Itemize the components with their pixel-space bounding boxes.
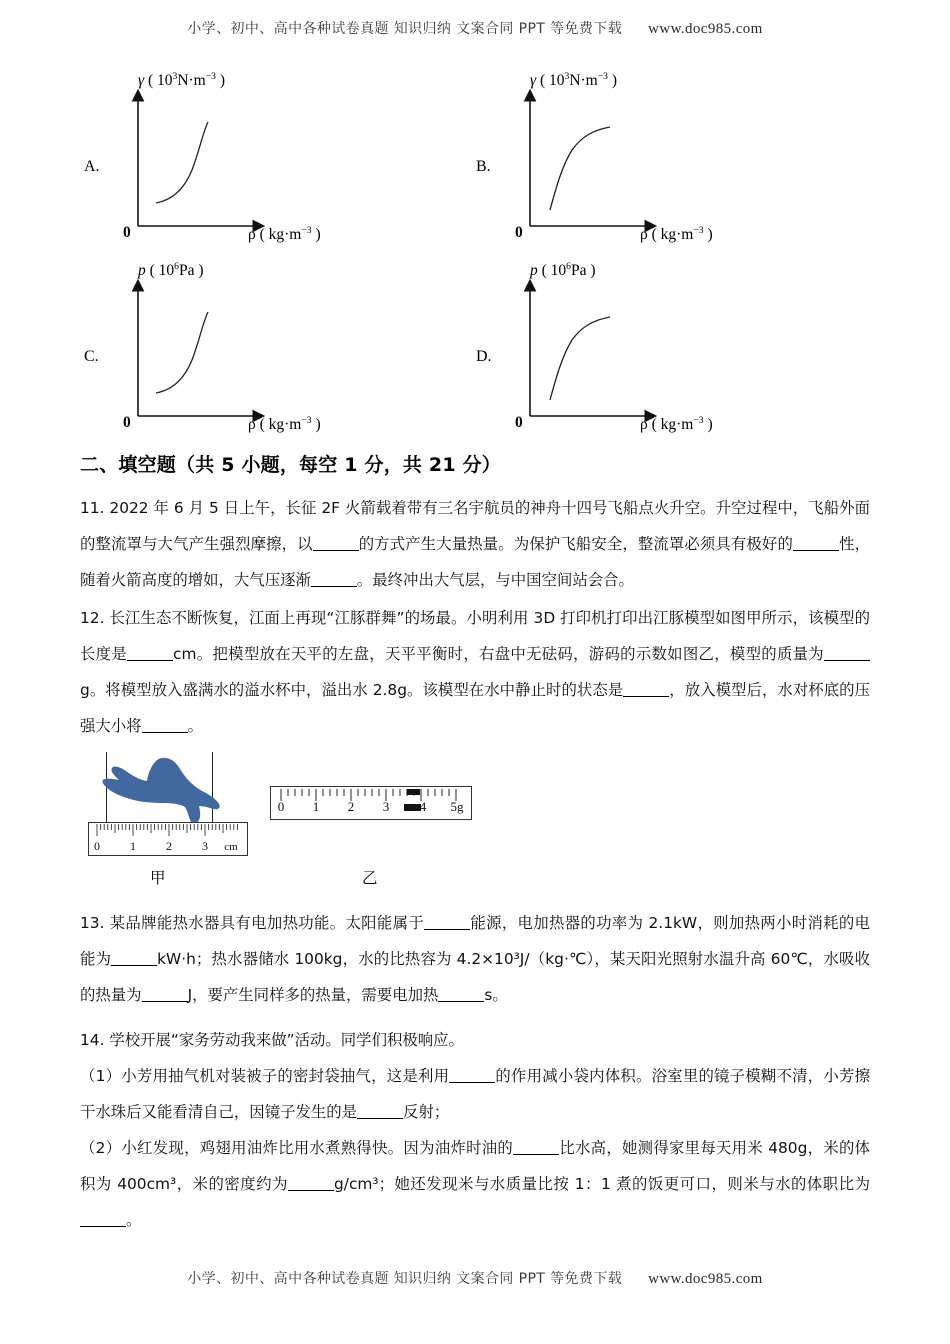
figure-jia-label: 甲 — [150, 869, 166, 887]
q12-part3: g。将模型放入盛满水的溢水杯中，溢出水 2.8g。该模型在水中静止时的状态是 — [80, 681, 624, 699]
q13-part5: s。 — [484, 986, 508, 1004]
dolphin-silhouette — [100, 754, 225, 830]
q13-blank-3[interactable] — [142, 986, 188, 1002]
dolphin-body — [102, 758, 219, 824]
header-watermark-url: www.doc985.com — [648, 21, 763, 37]
balance-scale-numbers — [278, 799, 464, 814]
option-a-letter: A. — [84, 158, 100, 175]
svg-text:0: 0 — [94, 839, 100, 853]
option-a-origin: 0 — [123, 224, 131, 241]
option-b-letter: B. — [476, 158, 491, 175]
option-d-letter: D. — [476, 348, 492, 365]
q13-part2: 能源，电加热器的功率为 2.1kW，则加热两小时消耗的电能为 — [80, 914, 871, 968]
q12-part4: ，放入模型后，水对杯底的压强大小将 — [80, 681, 870, 735]
q14-2-part1: （2）小红发现，鸡翅用油炸比用水煮熟得快。因为油炸时油的 — [80, 1139, 514, 1157]
option-b-ylabel: γ ( $10^3N\cdot m^{-3}$ ) — [530, 70, 618, 89]
q11-part4: 。最终冲出大气层，与中国空间站会合。 — [356, 571, 634, 589]
q12-blank-1[interactable] — [127, 645, 173, 661]
q11-blank-3[interactable] — [311, 571, 357, 587]
q14-1-part3: 反射； — [403, 1103, 450, 1121]
q12-blank-2[interactable] — [824, 645, 870, 661]
q13-part1: 13. 某品牌能热水器具有电加热功能。太阳能属于 — [80, 914, 425, 932]
svg-text:1: 1 — [312, 799, 320, 814]
q13-blank-1[interactable] — [424, 914, 470, 930]
q13-part4: J，要产生同样多的热量，需要电加热 — [187, 986, 439, 1004]
section-heading: 二、填空题（共 5 小题，每空 1 分，共 21 分） — [80, 454, 501, 476]
q12-blank-3[interactable] — [623, 681, 669, 697]
q12-part5: 。 — [187, 717, 203, 735]
ruler-jia — [88, 822, 248, 856]
curve-convex-increasing — [156, 122, 208, 203]
q11-blank-1[interactable] — [313, 535, 359, 551]
q13-blank-4[interactable] — [438, 986, 484, 1002]
option-b[interactable] — [472, 70, 872, 258]
q13-blank-2[interactable] — [111, 950, 157, 966]
option-d[interactable] — [472, 260, 872, 448]
option-b-origin: 0 — [515, 224, 523, 241]
option-b-xlabel: ρ ( $kg\cdot m^{-3}$ ) — [640, 224, 713, 243]
option-d-xlabel: ρ ( $kg\cdot m^{-3}$ ) — [640, 414, 713, 433]
svg-text:cm: cm — [224, 841, 238, 853]
question-14-intro: 14. 学校开展“家务劳动我来做”活动。同学们积极响应。 — [80, 1031, 464, 1049]
option-d-ylabel: p ( $10^6Pa$ ) — [530, 260, 596, 279]
q14-1-part1: （1）小芳用抽气机对装被子的密封袋抽气，这是利用 — [80, 1067, 450, 1085]
q14-2-part3: g/cm³；她还发现米与水质量比按 1：1 煮的饭更可口，则米与水的体职比为 — [334, 1175, 870, 1193]
header-watermark-text: 小学、初中、高中各种试卷真题 知识归纳 文案合同 PPT 等免费下载 — [187, 21, 623, 37]
option-c-xlabel: ρ ( $kg\cdot m^{-3}$ ) — [248, 414, 321, 433]
q14-2-blank-1[interactable] — [513, 1139, 559, 1155]
q11-part3: 性，随着火箭高度的增如，大气压逐渐 — [80, 535, 870, 589]
footer-watermark-url: www.doc985.com — [648, 1271, 763, 1287]
option-c-figure — [106, 260, 476, 448]
curve-concave-saturating — [550, 317, 610, 400]
svg-text:5g: 5g — [450, 799, 464, 814]
footer-watermark — [0, 1268, 950, 1288]
svg-text:2: 2 — [347, 799, 355, 814]
question-14-sub2 — [80, 1130, 870, 1238]
q14-1-blank-2[interactable] — [357, 1103, 403, 1119]
option-c-letter: C. — [84, 348, 99, 365]
option-a-xlabel: ρ ( $kg\cdot m^{-3}$ ) — [248, 224, 321, 243]
option-c[interactable] — [80, 260, 480, 448]
svg-text:3: 3 — [202, 839, 208, 853]
ruler-jia-scale — [89, 823, 247, 855]
option-a[interactable] — [80, 70, 480, 258]
figure-yi-label: 乙 — [362, 869, 378, 887]
option-d-origin: 0 — [515, 414, 523, 431]
svg-text:4: 4 — [419, 799, 427, 814]
q12-part1: 12. 长江生态不断恢复，江面上再现“江豚群舞”的场最。小明利用 3D 打印机打印出江豚模型如图甲所示，该模型的长度是 — [80, 609, 870, 663]
q14-2-part2: 比水高，她测得家里每天用米 480g，米的体积为 400cm³，米的密度约为 — [80, 1139, 870, 1193]
option-a-figure — [106, 70, 476, 258]
option-c-ylabel: p ( $10^6Pa$ ) — [138, 260, 204, 279]
q13-part3: kW·h；热水器储水 100kg，水的比热容为 4.2×10³J/（kg·℃），某天阳光照射水温升高 60℃，水吸收的热量为 — [80, 950, 870, 1004]
option-c-origin: 0 — [123, 414, 131, 431]
balance-beam-scale — [270, 786, 472, 820]
q14-2-part4: 。 — [126, 1211, 142, 1229]
q11-blank-2[interactable] — [793, 535, 839, 551]
q14-2-blank-2[interactable] — [288, 1175, 334, 1191]
svg-text:2: 2 — [166, 839, 172, 853]
q14-2-blank-3[interactable] — [80, 1211, 126, 1227]
curve-concave-saturating — [550, 127, 610, 210]
question-13 — [80, 905, 870, 1013]
q12-part2: cm。把模型放在天平的左盘，天平平衡时，右盘中无砝码，游码的示数如图乙，模型的质量为 — [173, 645, 824, 663]
footer-watermark-text: 小学、初中、高中各种试卷真题 知识归纳 文案合同 PPT 等免费下载 — [187, 1271, 623, 1287]
q11-part1: 11. 2022 年 6 月 5 日上午，长征 2F 火箭载着带有三名宇航员的神舟十四号飞船点火升空。升空过程中，飞船外面的整流罩与大气产生强烈摩擦，以 — [80, 499, 870, 553]
svg-text:3: 3 — [382, 799, 390, 814]
multiple-choice-options — [80, 70, 880, 445]
option-b-figure — [498, 70, 868, 258]
svg-text:1: 1 — [130, 839, 136, 853]
q14-1-blank-1[interactable] — [449, 1067, 495, 1083]
option-a-ylabel: γ ( $10^3N\cdot m^{-3}$ ) — [138, 70, 226, 89]
balance-scale-graphic — [271, 787, 471, 819]
q14-1-part2: 的作用减小袋内体积。浴室里的镜子模糊不清，小芳擦干水珠后又能看清自己，因镜子发生的是 — [80, 1067, 870, 1121]
question-14-sub1 — [80, 1058, 870, 1130]
question-12 — [80, 600, 870, 744]
figure-yi-balance-scale — [270, 786, 472, 820]
q11-part2: 的方式产生大量热量。为保护飞船安全，整流罩必须具有极好的 — [358, 535, 793, 553]
curve-convex-increasing — [156, 312, 208, 393]
ruler-jia-numbers — [94, 839, 238, 853]
header-watermark — [0, 18, 950, 38]
dolphin-icon — [100, 754, 225, 830]
question-11 — [80, 490, 870, 598]
q12-blank-4[interactable] — [142, 717, 188, 733]
option-d-figure — [498, 260, 868, 448]
svg-text:0: 0 — [277, 799, 285, 814]
